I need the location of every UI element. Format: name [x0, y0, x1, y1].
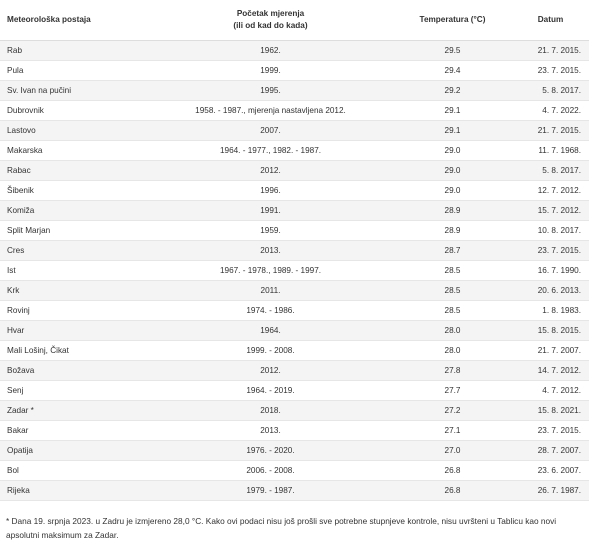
cell-date: 1. 8. 1983. [512, 301, 589, 321]
cell-date: 15. 7. 2012. [512, 201, 589, 221]
table-row [0, 41, 589, 61]
cell-station: Opatija [0, 441, 148, 461]
cell-temperature: 29.0 [393, 161, 512, 181]
table-row [0, 261, 589, 281]
table-row [0, 161, 589, 181]
cell-start: 2007. [148, 121, 393, 141]
cell-start: 2012. [148, 161, 393, 181]
cell-temperature: 26.8 [393, 461, 512, 481]
table-row [0, 81, 589, 101]
header-date: Datum [512, 0, 589, 41]
table-row [0, 381, 589, 401]
cell-date: 11. 7. 1968. [512, 141, 589, 161]
cell-station: Krk [0, 281, 148, 301]
cell-station: Šibenik [0, 181, 148, 201]
cell-station: Božava [0, 361, 148, 381]
cell-temperature: 28.0 [393, 321, 512, 341]
cell-temperature: 29.0 [393, 141, 512, 161]
cell-temperature: 27.2 [393, 401, 512, 421]
cell-start: 1999. [148, 61, 393, 81]
table-row [0, 401, 589, 421]
cell-date: 20. 6. 2013. [512, 281, 589, 301]
cell-station: Bakar [0, 421, 148, 441]
cell-date: 15. 8. 2021. [512, 401, 589, 421]
cell-date: 23. 7. 2015. [512, 421, 589, 441]
cell-station: Senj [0, 381, 148, 401]
table-row [0, 181, 589, 201]
header-start-line2: (ili od kad do kada) [233, 21, 308, 30]
header-row [0, 0, 589, 41]
cell-temperature: 27.8 [393, 361, 512, 381]
cell-date: 14. 7. 2012. [512, 361, 589, 381]
table-row [0, 241, 589, 261]
cell-date: 4. 7. 2022. [512, 101, 589, 121]
cell-temperature: 28.5 [393, 261, 512, 281]
cell-station: Split Marjan [0, 221, 148, 241]
cell-temperature: 26.8 [393, 481, 512, 501]
cell-start: 1999. - 2008. [148, 341, 393, 361]
cell-start: 1967. - 1978., 1989. - 1997. [148, 261, 393, 281]
table-row [0, 61, 589, 81]
cell-date: 21. 7. 2015. [512, 41, 589, 61]
cell-station: Zadar * [0, 401, 148, 421]
table-body [0, 41, 589, 501]
cell-start: 1979. - 1987. [148, 481, 393, 501]
cell-start: 2011. [148, 281, 393, 301]
cell-temperature: 27.1 [393, 421, 512, 441]
cell-station: Pula [0, 61, 148, 81]
cell-temperature: 27.0 [393, 441, 512, 461]
header-station: Meteorološka postaja [0, 0, 148, 41]
cell-temperature: 28.5 [393, 281, 512, 301]
cell-date: 26. 7. 1987. [512, 481, 589, 501]
cell-temperature: 29.5 [393, 41, 512, 61]
cell-station: Rijeka [0, 481, 148, 501]
cell-temperature: 27.7 [393, 381, 512, 401]
cell-station: Hvar [0, 321, 148, 341]
table-row [0, 341, 589, 361]
cell-start: 1962. [148, 41, 393, 61]
cell-station: Makarska [0, 141, 148, 161]
cell-start: 1959. [148, 221, 393, 241]
cell-date: 28. 7. 2007. [512, 441, 589, 461]
cell-start: 2018. [148, 401, 393, 421]
cell-station: Rab [0, 41, 148, 61]
cell-start: 2013. [148, 241, 393, 261]
cell-station: Rovinj [0, 301, 148, 321]
cell-temperature: 28.9 [393, 221, 512, 241]
cell-station: Dubrovnik [0, 101, 148, 121]
cell-station: Sv. Ivan na pučini [0, 81, 148, 101]
cell-temperature: 29.1 [393, 121, 512, 141]
cell-temperature: 29.1 [393, 101, 512, 121]
cell-date: 21. 7. 2007. [512, 341, 589, 361]
cell-station: Rabac [0, 161, 148, 181]
cell-start: 1976. - 2020. [148, 441, 393, 461]
cell-start: 1991. [148, 201, 393, 221]
cell-station: Mali Lošinj, Čikat [0, 341, 148, 361]
cell-date: 4. 7. 2012. [512, 381, 589, 401]
cell-start: 2013. [148, 421, 393, 441]
cell-station: Komiža [0, 201, 148, 221]
cell-date: 12. 7. 2012. [512, 181, 589, 201]
cell-date: 10. 8. 2017. [512, 221, 589, 241]
cell-temperature: 29.4 [393, 61, 512, 81]
cell-start: 1964. - 1977., 1982. - 1987. [148, 141, 393, 161]
cell-start: 1995. [148, 81, 393, 101]
cell-temperature: 28.0 [393, 341, 512, 361]
cell-temperature: 28.9 [393, 201, 512, 221]
table-row [0, 301, 589, 321]
cell-start: 1964. - 2019. [148, 381, 393, 401]
cell-temperature: 29.0 [393, 181, 512, 201]
table-header [0, 0, 589, 41]
cell-station: Lastovo [0, 121, 148, 141]
table-row [0, 441, 589, 461]
cell-start: 1974. - 1986. [148, 301, 393, 321]
cell-start: 2012. [148, 361, 393, 381]
header-temperature: Temperatura (°C) [393, 0, 512, 41]
header-start-line1: Početak mjerenja [236, 9, 305, 18]
table-row [0, 421, 589, 441]
cell-date: 5. 8. 2017. [512, 81, 589, 101]
cell-date: 5. 8. 2017. [512, 161, 589, 181]
table-row [0, 221, 589, 241]
footnote: * Dana 19. srpnja 2023. u Zadru je izmjereno 28,0 °C. Kako ovi podaci nisu još prošli sve potrebne stupnjeve kontrole, nisu uvršteni u Tablicu kao novi apsolutni maksimum za Zadar. [6, 516, 557, 540]
cell-date: 16. 7. 1990. [512, 261, 589, 281]
cell-start: 1964. [148, 321, 393, 341]
table-row [0, 461, 589, 481]
cell-temperature: 29.2 [393, 81, 512, 101]
cell-date: 23. 7. 2015. [512, 61, 589, 81]
table-row [0, 321, 589, 341]
cell-date: 21. 7. 2015. [512, 121, 589, 141]
cell-start: 1996. [148, 181, 393, 201]
table-row [0, 281, 589, 301]
table-row [0, 481, 589, 501]
cell-date: 23. 6. 2007. [512, 461, 589, 481]
cell-start: 2006. - 2008. [148, 461, 393, 481]
cell-temperature: 28.7 [393, 241, 512, 261]
header-start [148, 0, 393, 41]
table-row [0, 141, 589, 161]
table-row [0, 201, 589, 221]
table-row [0, 121, 589, 141]
cell-start: 1958. - 1987., mjerenja nastavljena 2012. [148, 101, 393, 121]
cell-date: 15. 8. 2015. [512, 321, 589, 341]
cell-temperature: 28.5 [393, 301, 512, 321]
cell-station: Ist [0, 261, 148, 281]
cell-date: 23. 7. 2015. [512, 241, 589, 261]
cell-station: Cres [0, 241, 148, 261]
table-row [0, 101, 589, 121]
table-row [0, 361, 589, 381]
cell-station: Bol [0, 461, 148, 481]
